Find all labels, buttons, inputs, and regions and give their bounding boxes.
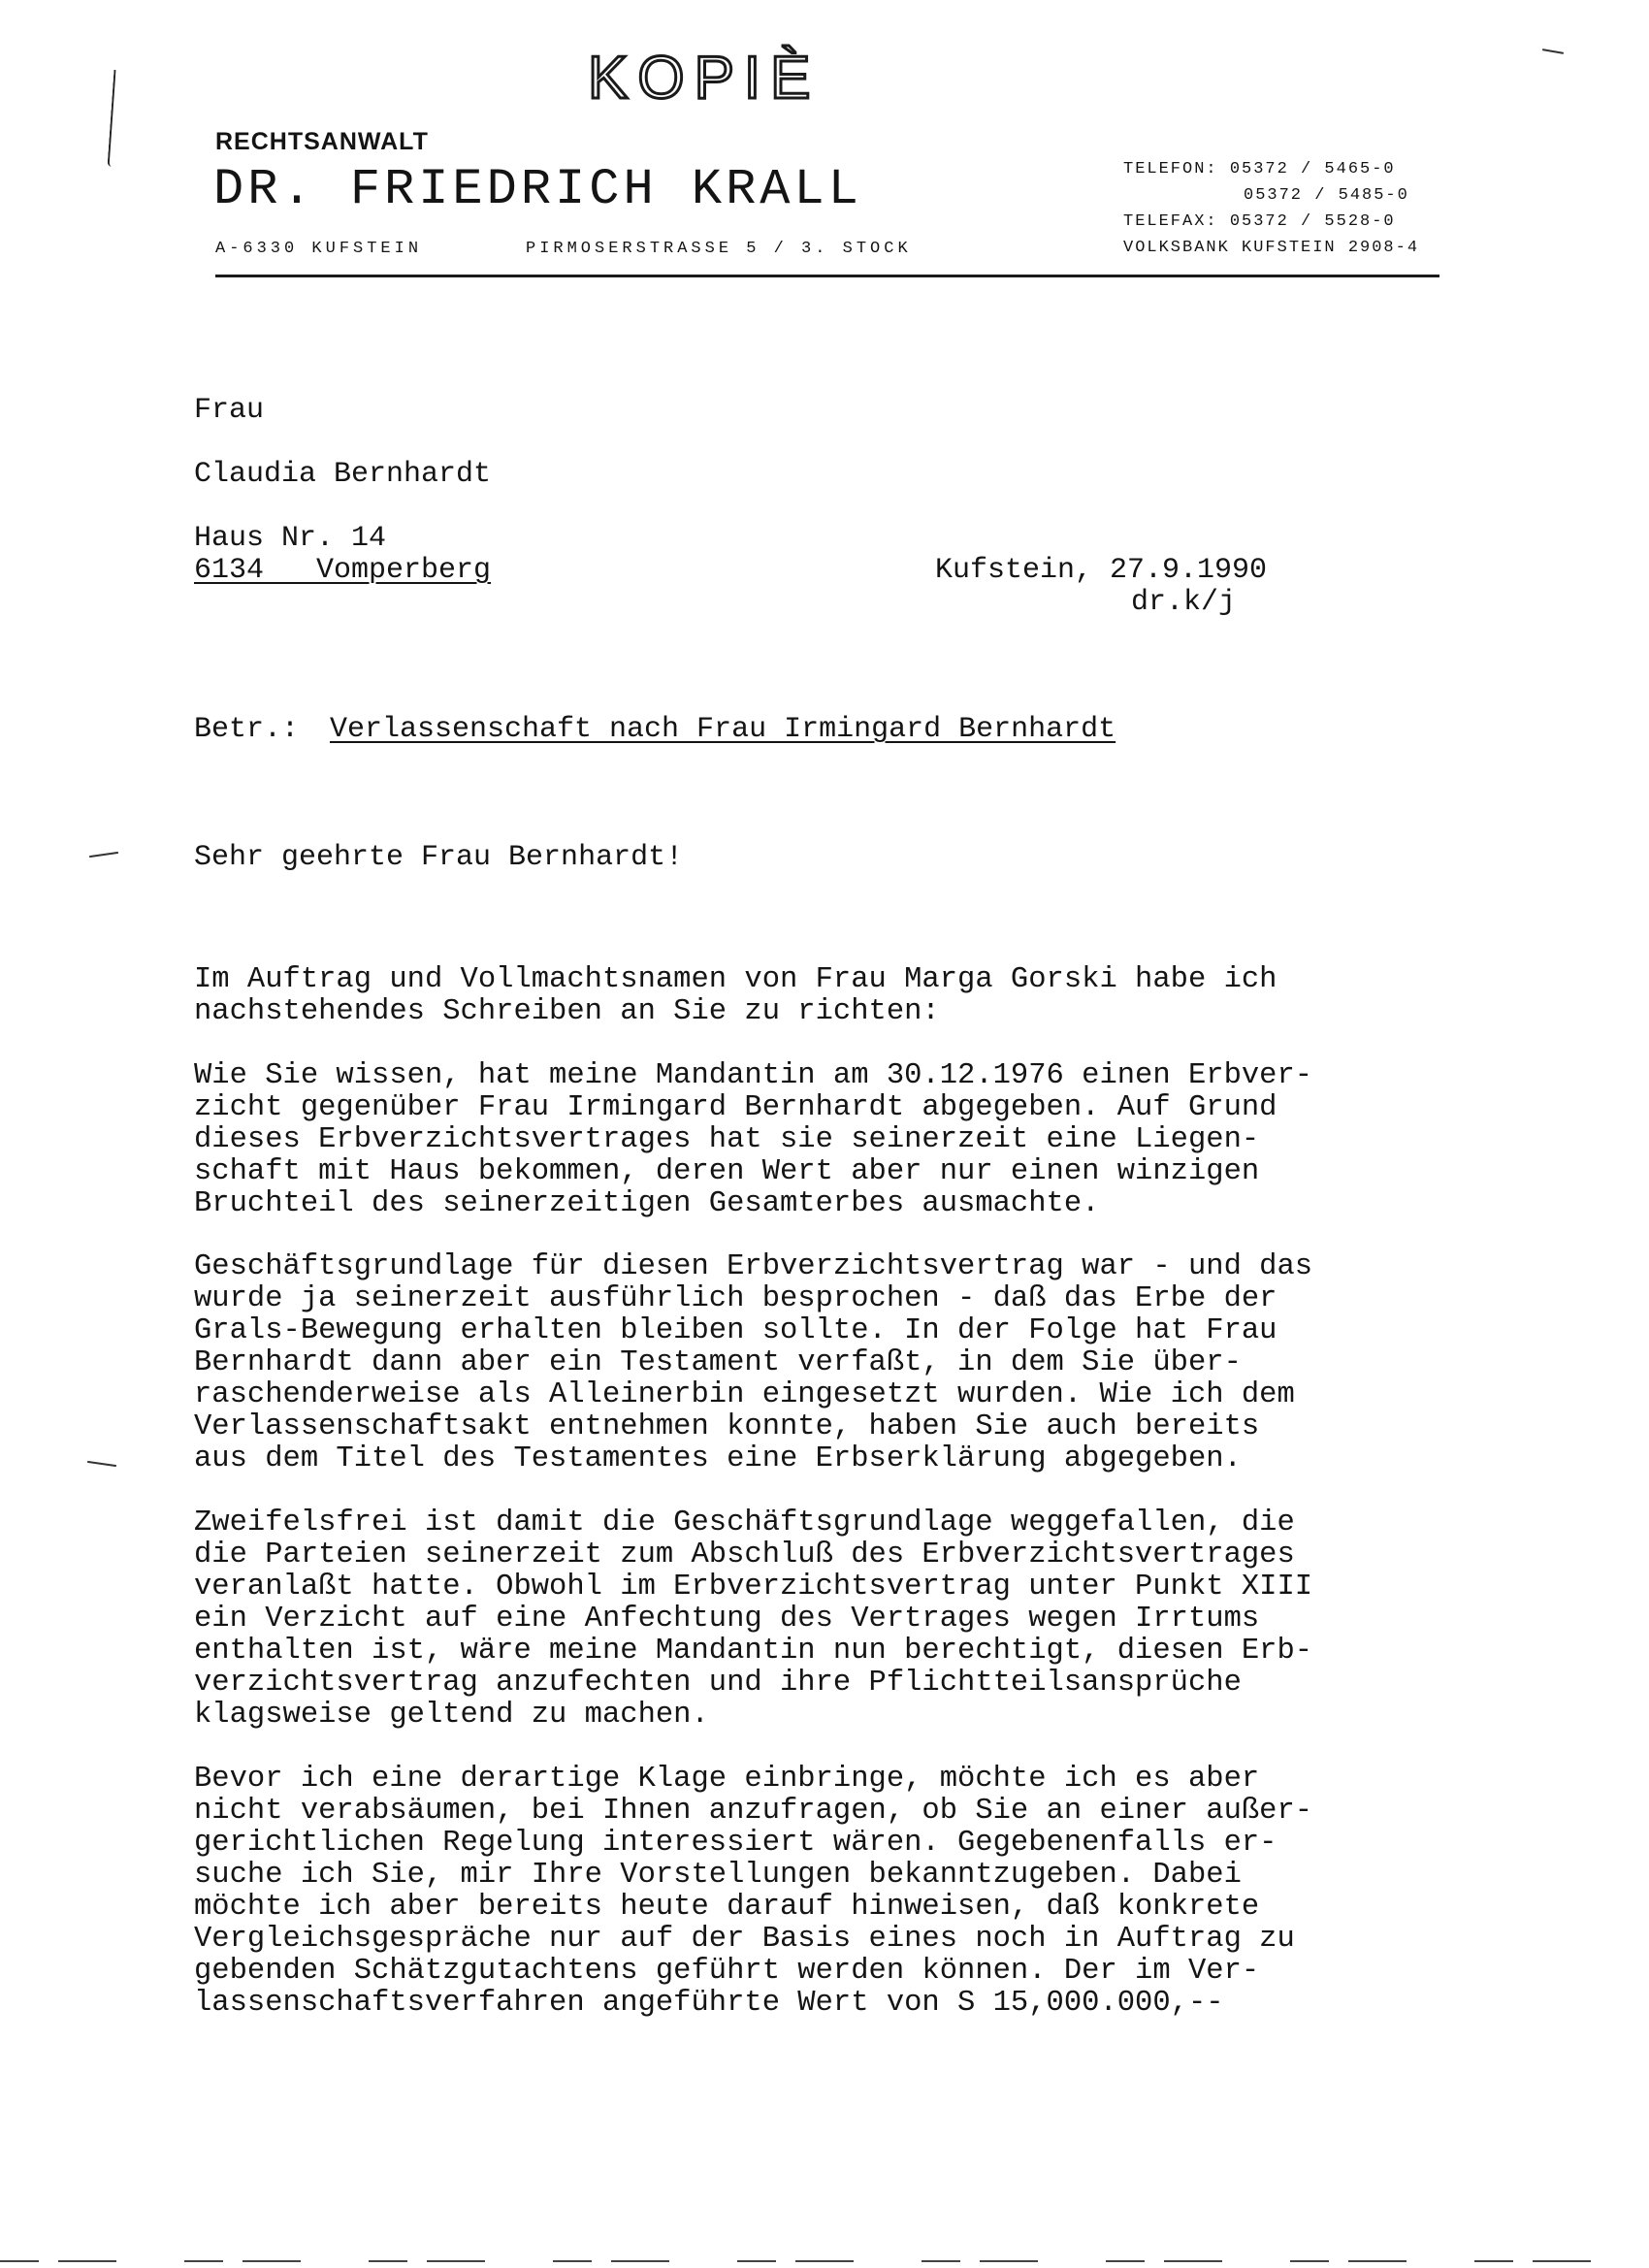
body-paragraph bbox=[194, 1060, 1455, 1220]
handwritten-margin-mark bbox=[108, 70, 119, 167]
copy-stamp: KOPIÈ bbox=[588, 45, 821, 112]
text-line: Im Auftrag und Vollmachtsnamen von Frau Marga Gorski habe ich bbox=[194, 963, 1277, 996]
text-line: dieses Erbverzichtsvertrages hat sie seinerzeit eine Liegen- bbox=[194, 1123, 1260, 1156]
scan-edge-dashes bbox=[0, 2260, 1649, 2262]
text-line: Wie Sie wissen, hat meine Mandantin am 30.12.1976 einen Erbver- bbox=[194, 1059, 1313, 1092]
text-line: verzichtsvertrag anzufechten und ihre Pflichtteilsansprüche bbox=[194, 1667, 1242, 1700]
letterhead-bank: VOLKSBANK KUFSTEIN 2908-4 bbox=[1123, 239, 1420, 257]
text-line: Bevor ich eine derartige Klage einbringe, möchte ich es aber bbox=[194, 1763, 1260, 1796]
body-paragraph bbox=[194, 1251, 1455, 1475]
subject-prefix: Betr.: bbox=[194, 713, 300, 746]
text-line: klagsweise geltend zu machen. bbox=[194, 1699, 709, 1732]
recipient-name: Claudia Bernhardt bbox=[194, 458, 492, 491]
text-line: Grals-Bewegung erhalten bleiben sollte. In der Folge hat Frau bbox=[194, 1314, 1277, 1347]
letterhead-street: PIRMOSERSTRASSE 5 / 3. STOCK bbox=[526, 240, 912, 258]
letterhead-phone-2: 05372 / 5485-0 bbox=[1244, 186, 1409, 205]
body-paragraph bbox=[194, 1764, 1455, 2020]
text-line: Bruchteil des seinerzeitigen Gesamterbes ausmachte. bbox=[194, 1187, 1100, 1220]
text-line: die Parteien seinerzeit zum Abschluß des Erbverzichtsvertrages bbox=[194, 1539, 1295, 1571]
recipient-title: Frau bbox=[194, 394, 265, 427]
body-paragraph bbox=[194, 1507, 1455, 1732]
text-line: gerichtlichen Regelung interessiert wären. Gegebenenfalls er- bbox=[194, 1827, 1277, 1860]
margin-tick bbox=[89, 852, 118, 858]
text-line: Verlassenschaftsakt entnehmen konnte, haben Sie auch bereits bbox=[194, 1410, 1260, 1443]
text-line: gebenden Schätzgutachtens geführt werden können. Der im Ver- bbox=[194, 1955, 1260, 1988]
text-line: raschenderweise als Alleinerbin eingesetzt wurden. Wie ich dem bbox=[194, 1378, 1295, 1411]
text-line: Bernhardt dann aber ein Testament verfaßt, in dem Sie über- bbox=[194, 1346, 1242, 1379]
margin-tick bbox=[87, 1461, 116, 1467]
letterhead-fax: TELEFAX: 05372 / 5528-0 bbox=[1123, 212, 1396, 231]
margin-tick bbox=[1542, 49, 1564, 54]
text-line: wurde ja seinerzeit ausführlich besprochen - daß das Erbe der bbox=[194, 1282, 1277, 1315]
text-line: lassenschaftsverfahren angeführte Wert von S 15,000.000,-- bbox=[194, 1987, 1224, 2020]
text-line: Zweifelsfrei ist damit die Geschäftsgrundlage weggefallen, die bbox=[194, 1507, 1295, 1539]
text-line: nachstehendes Schreiben an Sie zu richten: bbox=[194, 995, 940, 1028]
text-line: ein Verzicht auf eine Anfechtung des Vertrages wegen Irrtums bbox=[194, 1603, 1260, 1636]
text-line: suche ich Sie, mir Ihre Vorstellungen bekanntzugeben. Dabei bbox=[194, 1859, 1242, 1892]
text-line: veranlaßt hatte. Obwohl im Erbverzichtsvertrag unter Punkt XIII bbox=[194, 1571, 1313, 1604]
text-line: zicht gegenüber Frau Irmingard Bernhardt abgegeben. Auf Grund bbox=[194, 1091, 1277, 1124]
text-line: schaft mit Haus bekommen, deren Wert aber nur einen winzigen bbox=[194, 1155, 1260, 1188]
letterhead-city: A-6330 KUFSTEIN bbox=[215, 240, 423, 258]
letterhead-phone-1: TELEFON: 05372 / 5465-0 bbox=[1123, 160, 1396, 178]
text-line: Vergleichsgespräche nur auf der Basis eines noch in Auftrag zu bbox=[194, 1923, 1295, 1956]
text-line: nicht verabsäumen, bei Ihnen anzufragen, ob Sie an einer außer- bbox=[194, 1795, 1313, 1828]
date-line: Kufstein, 27.9.1990 bbox=[935, 554, 1268, 587]
body-paragraph bbox=[194, 964, 1455, 1028]
subject-text: Verlassenschaft nach Frau Irmingard Bernhardt bbox=[330, 713, 1116, 746]
greeting: Sehr geehrte Frau Bernhardt! bbox=[194, 841, 684, 874]
text-line: Geschäftsgrundlage für diesen Erbverzichtsvertrag war - und das bbox=[194, 1250, 1313, 1283]
letterhead-divider bbox=[215, 275, 1439, 277]
reference-code: dr.k/j bbox=[1131, 586, 1237, 619]
text-line: enthalten ist, wäre meine Mandantin nun berechtigt, diesen Erb- bbox=[194, 1635, 1313, 1668]
recipient-house: Haus Nr. 14 bbox=[194, 522, 387, 555]
text-line: aus dem Titel des Testamentes eine Erbserklärung abgegeben. bbox=[194, 1442, 1242, 1475]
text-line: möchte ich aber bereits heute darauf hinweisen, daß konkrete bbox=[194, 1891, 1260, 1924]
letterhead-title: RECHTSANWALT bbox=[215, 128, 429, 155]
recipient-city: 6134 Vomperberg bbox=[194, 554, 492, 587]
letterhead-name: DR. FRIEDRICH KRALL bbox=[213, 161, 862, 218]
